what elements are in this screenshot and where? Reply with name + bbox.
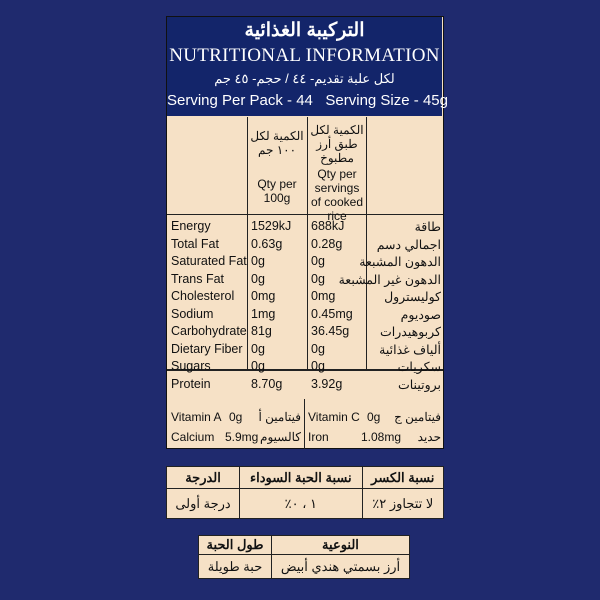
nutrient-value-per-serving: 0g	[311, 271, 325, 286]
calcium-arabic: كالسيوم	[260, 430, 301, 444]
nutrient-name: Protein	[171, 376, 211, 391]
nutrient-value-per-serving: 3.92g	[311, 376, 343, 391]
serving-arabic: لكل علبة تقديم- ٤٤ / حجم- ٤٥ جم	[214, 71, 395, 86]
title-arabic: التركيبة الغذائية	[244, 20, 365, 41]
nutrient-name: Cholesterol	[171, 289, 235, 303]
nutrient-name: Sugars	[171, 359, 211, 373]
nutrient-value-per-serving: 0g	[311, 254, 325, 268]
nutrient-name-arabic: بروتينات	[397, 377, 441, 392]
nutrient-value-per-serving: 36.45g	[311, 324, 350, 338]
col-per100-en: Qty per 100g	[257, 177, 297, 205]
nutrient-name: Energy	[171, 219, 211, 233]
type-table	[198, 535, 410, 579]
vitamin-a-arabic: فيتامين أ	[258, 410, 301, 424]
nutrient-value-per100g: 0g	[251, 341, 265, 356]
value-grain-length: حبة طويلة	[199, 555, 272, 579]
vitamin-a-label: Vitamin A	[171, 410, 222, 424]
nutrient-value-per-serving: 0g	[311, 359, 325, 373]
nutrient-value-per100g: 81g	[251, 324, 272, 338]
calcium-value: 5.9mg	[225, 430, 259, 444]
calcium-label: Calcium	[171, 430, 215, 444]
nutrient-value-per-serving: 688kJ	[311, 219, 345, 233]
nutrient-name: Trans Fat	[171, 271, 225, 286]
value-type: أرز بسمتي هندي أبيض	[271, 555, 409, 579]
nutrient-value-per-serving: 0g	[311, 341, 325, 356]
col-per100-ar: الكمية لكل ١٠٠ جم	[250, 129, 304, 157]
nutrient-value-per-serving: 0.45mg	[311, 306, 353, 321]
vitamin-c-value: 0g	[367, 410, 381, 424]
col-perserv-en: Qty per servings of cooked rice	[310, 167, 364, 223]
header-broken-ratio: نسبة الكسر	[362, 467, 443, 489]
nutrient-value-per100g: 8.70g	[251, 376, 283, 391]
nutrient-value-per100g: 1mg	[251, 306, 276, 321]
iron-arabic: حديد	[417, 430, 441, 444]
nutrient-value-per-serving: 0mg	[311, 289, 336, 303]
divider	[167, 214, 443, 215]
nutrient-name-arabic: طاقة	[414, 220, 441, 234]
divider	[307, 117, 308, 369]
nutrient-value-per100g: 0g	[251, 254, 265, 268]
nutrient-value-per100g: 0.63g	[251, 236, 283, 251]
nutrient-value-per100g: 0g	[251, 359, 265, 373]
header-grade: الدرجة	[167, 467, 240, 489]
nutrient-name-arabic: الدهون غير المشبعة	[338, 272, 441, 287]
nutrient-name-arabic: سكريات	[397, 360, 441, 374]
vitamin-c-label: Vitamin C	[308, 410, 360, 424]
vitamin-a-value: 0g	[229, 410, 243, 424]
nutrient-name-arabic: كربوهيدرات	[380, 325, 441, 339]
value-grade: درجة أولى	[167, 489, 240, 519]
header-black-grain-ratio: نسبة الحبة السوداء	[240, 467, 362, 489]
nutrient-value-per100g: 0mg	[251, 289, 276, 303]
grade-table	[166, 466, 444, 519]
nutrient-name: Saturated Fat	[171, 254, 247, 268]
nutrient-name-arabic: كوليسترول	[384, 290, 441, 304]
divider	[366, 117, 367, 369]
iron-value: 1.08mg	[361, 430, 402, 444]
nutrient-value-per100g: 1529kJ	[251, 219, 292, 233]
col-perserv-ar: الكمية لكل طبق أرز مطبوخ	[310, 123, 364, 165]
header-grain-length: طول الحبة	[199, 536, 272, 555]
header-type: النوعية	[271, 536, 409, 555]
serving-english: Serving Per Pack - 44 Serving Size - 45g	[167, 92, 448, 109]
nutrient-name: Carbohydrate	[171, 324, 247, 338]
value-broken-ratio: لا تتجاوز ٢٪	[362, 489, 443, 519]
nutrient-value-per100g: 0g	[251, 271, 265, 286]
divider	[247, 117, 248, 369]
nutrient-name-arabic: صوديوم	[400, 307, 441, 322]
nutrient-value-per-serving: 0.28g	[311, 236, 343, 251]
title-english: NUTRITIONAL INFORMATION	[169, 45, 440, 66]
divider	[304, 399, 305, 449]
iron-label: Iron	[308, 430, 329, 444]
nutrient-name: Dietary Fiber	[171, 341, 243, 356]
nutrition-panel	[166, 16, 448, 449]
nutrient-name: Total Fat	[171, 236, 219, 251]
vitamin-c-arabic: فيتامين ج	[394, 410, 441, 424]
nutrition-header	[167, 17, 448, 116]
value-black-grain-ratio: ١ ، ٠٪	[240, 489, 362, 519]
nutrient-name-arabic: اجمالي دسم	[376, 237, 441, 252]
nutrient-name: Sodium	[171, 306, 214, 321]
nutrient-name-arabic: الدهون المشبعة	[359, 255, 441, 269]
nutrient-name-arabic: ألياف غذائية	[379, 342, 441, 357]
